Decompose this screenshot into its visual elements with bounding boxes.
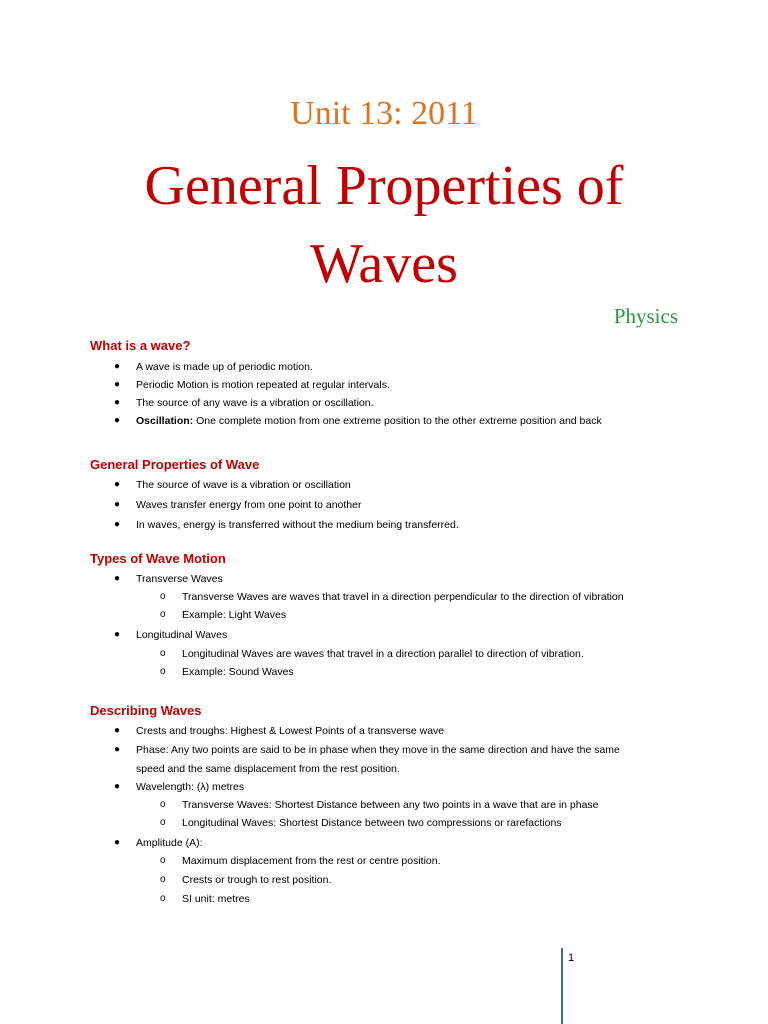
term-label: Oscillation:	[136, 415, 194, 427]
list-item-text: Phase: Any two points are said to be in phase when they move in the same direction and have the same	[136, 744, 620, 756]
term-definition: One complete motion from one extreme position to the other extreme position and back	[193, 415, 602, 427]
section-heading: What is a wave?	[90, 338, 191, 353]
list-item	[90, 645, 690, 663]
subject-label: Physics	[613, 304, 678, 328]
bullet-icon: ●	[114, 361, 121, 372]
list-item	[90, 871, 690, 889]
section-heading: Describing Waves	[90, 703, 202, 718]
bullet-icon: ●	[114, 744, 121, 755]
list-item	[90, 890, 690, 908]
bullet-icon: ●	[114, 629, 121, 640]
list-item-text: The source of any wave is a vibration or oscillation.	[136, 397, 374, 409]
section-heading: Types of Wave Motion	[90, 551, 226, 566]
list-item-text: Maximum displacement from the rest or centre position.	[182, 855, 441, 867]
list-item-text: Periodic Motion is motion repeated at regular intervals.	[136, 379, 390, 391]
unit-label: Unit 13: 2011	[290, 95, 478, 132]
bullet-icon: ●	[114, 725, 121, 736]
bullet-icon: ●	[114, 519, 121, 530]
list-item-text: A wave is made up of periodic motion.	[136, 361, 313, 373]
list-item	[90, 476, 690, 494]
bullet-icon: ●	[114, 415, 121, 426]
list-item-continuation	[90, 760, 690, 778]
list-item-text: Example: Light Waves	[182, 609, 287, 621]
list-item	[90, 394, 690, 412]
list-item	[90, 570, 690, 588]
list-item	[90, 606, 690, 624]
list-item	[90, 358, 690, 376]
list-item-text: In waves, energy is transferred without the medium being transferred.	[136, 519, 459, 531]
sub-bullet-icon: o	[160, 666, 166, 677]
list-item-text	[136, 412, 602, 430]
list-item-text: Transverse Waves	[136, 573, 223, 585]
sub-bullet-icon: o	[160, 609, 166, 620]
sub-bullet-icon: o	[160, 799, 166, 810]
list-item	[90, 376, 690, 394]
list-item	[90, 852, 690, 870]
page-number-divider	[561, 948, 563, 1024]
list-item	[90, 814, 690, 832]
list-item	[90, 496, 690, 514]
section-heading: General Properties of Wave	[90, 457, 260, 472]
bullet-icon: ●	[114, 397, 121, 408]
list-item-text: The source of wave is a vibration or oscillation	[136, 479, 351, 491]
sub-bullet-icon: o	[160, 893, 166, 904]
bullet-icon: ●	[114, 499, 121, 510]
list-item	[90, 834, 690, 852]
sub-bullet-icon: o	[160, 855, 166, 866]
list-item	[90, 626, 690, 644]
list-item	[90, 663, 690, 681]
page-number: 1	[568, 952, 575, 964]
bullet-icon: ●	[114, 837, 121, 848]
list-item	[90, 741, 690, 759]
sub-bullet-icon: o	[160, 591, 166, 602]
list-item-text: Transverse Waves: Shortest Distance between any two points in a wave that are in phase	[182, 799, 599, 811]
sub-bullet-icon: o	[160, 874, 166, 885]
list-item	[90, 588, 690, 606]
list-item	[90, 778, 690, 796]
bullet-icon: ●	[114, 479, 121, 490]
list-item	[90, 796, 690, 814]
bullet-icon: ●	[114, 379, 121, 390]
list-item-text: Crests and troughs: Highest & Lowest Points of a transverse wave	[136, 725, 445, 737]
list-item-text: Crests or trough to rest position.	[182, 874, 332, 886]
bullet-icon: ●	[114, 573, 121, 584]
bullet-icon: ●	[114, 781, 121, 792]
sub-bullet-icon: o	[160, 817, 166, 828]
list-item-text: Longitudinal Waves are waves that travel in a direction parallel to direction of vibration.	[182, 648, 584, 660]
page-title-line-1: General Properties of	[144, 155, 624, 217]
list-item-text: Waves transfer energy from one point to another	[136, 499, 362, 511]
list-item	[90, 412, 690, 430]
sub-bullet-icon: o	[160, 648, 166, 659]
list-item-text: Wavelength: (λ) metres	[136, 781, 245, 793]
list-item-text: Example: Sound Waves	[182, 666, 294, 678]
list-item-text: SI unit: metres	[182, 893, 250, 905]
list-item	[90, 722, 690, 740]
list-item-text: Longitudinal Waves	[136, 629, 228, 641]
list-item-text: speed and the same displacement from the rest position.	[136, 763, 400, 775]
page-title-line-2: Waves	[310, 233, 458, 295]
list-item-text: Amplitude (A):	[136, 837, 203, 849]
list-item-text: Transverse Waves are waves that travel in a direction perpendicular to the direction of vibration	[182, 591, 624, 603]
list-item	[90, 516, 690, 534]
list-item-text: Longitudinal Waves: Shortest Distance between two compressions or rarefactions	[182, 817, 562, 829]
